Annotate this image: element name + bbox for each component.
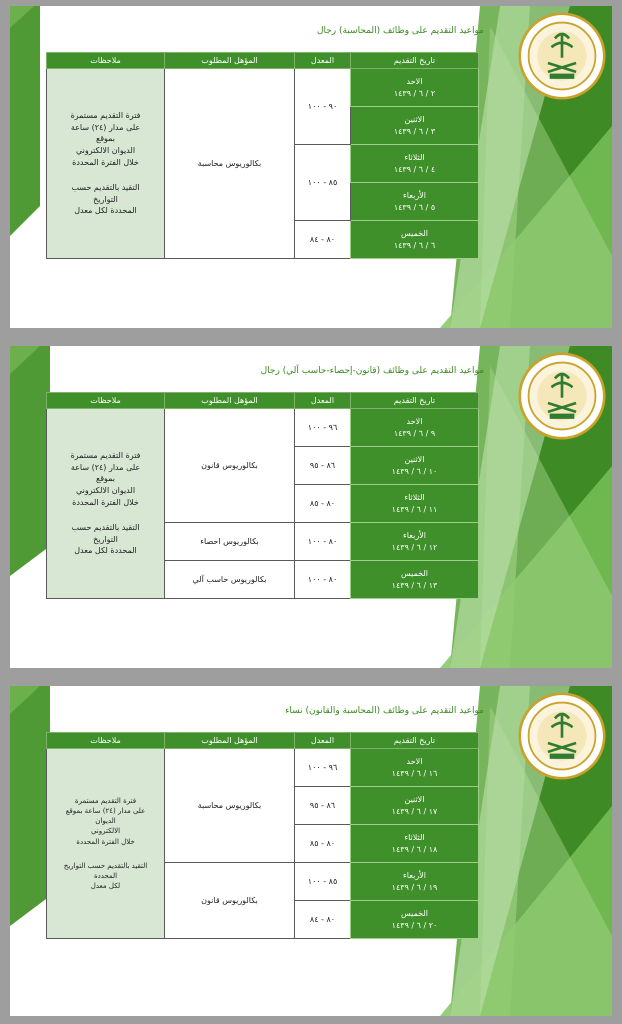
- date-cell: [351, 485, 479, 523]
- day-label: الأربعاء: [403, 870, 426, 880]
- date-cell: [351, 787, 479, 825]
- date-cell: [351, 901, 479, 939]
- rate-cell: ٨٠ - ١٠٠: [295, 523, 351, 561]
- header-date: تاريخ التقديم: [351, 53, 479, 69]
- note-line: لكل معدل: [90, 881, 121, 890]
- date-cell: [351, 107, 479, 145]
- note-line: التقيد بالتقديم حسب التواريخ المحددة: [63, 861, 148, 880]
- rate-cell: ٨٥ - ١٠٠: [295, 863, 351, 901]
- header-date: تاريخ التقديم: [351, 733, 479, 749]
- rate-cell: ٩٦ - ١٠٠: [295, 749, 351, 787]
- rate-cell: ٨٥ - ١٠٠: [295, 145, 351, 221]
- header-notes: ملاحظات: [47, 53, 165, 69]
- date-value: ١٠ / ٦ / ١٤٣٩: [391, 466, 438, 476]
- rate-cell: ٨٠ - ٨٤: [295, 901, 351, 939]
- header-date: تاريخ التقديم: [351, 393, 479, 409]
- header-notes: ملاحظات: [47, 733, 165, 749]
- notes-cell: [47, 69, 165, 259]
- date-cell: [351, 221, 479, 259]
- note-line: فترة التقديم مستمرة: [74, 796, 137, 805]
- notes-cell: [47, 409, 165, 599]
- day-label: الاحد: [406, 416, 423, 426]
- header-rate: المعدل: [295, 53, 351, 69]
- slide-1: [10, 6, 612, 328]
- day-label: الاثنين: [404, 454, 425, 464]
- day-label: الأربعاء: [403, 190, 426, 200]
- date-cell: [351, 145, 479, 183]
- saudi-audit-bureau-logo: [518, 692, 606, 780]
- day-label: الاحد: [406, 76, 423, 86]
- rate-cell: ٩٠ - ١٠٠: [295, 69, 351, 145]
- day-label: الاحد: [406, 756, 423, 766]
- qualification-cell: بكالوريوس احصاء: [165, 523, 295, 561]
- saudi-audit-bureau-logo: [518, 352, 606, 440]
- qualification-cell: بكالوريوس حاسب آلي: [165, 561, 295, 599]
- date-cell: [351, 561, 479, 599]
- schedule-table: [46, 52, 479, 259]
- day-label: الثلاثاء: [404, 152, 425, 162]
- date-cell: [351, 409, 479, 447]
- date-cell: [351, 523, 479, 561]
- notes-cell: [47, 749, 165, 939]
- date-value: ١١ / ٦ / ١٤٣٩: [391, 504, 438, 514]
- date-cell: [351, 825, 479, 863]
- slide-title: مواعيد التقديم على وظائف (المحاسبة والقانون) نساء: [285, 706, 484, 716]
- note-line: خلال الفترة المحددة: [76, 837, 135, 846]
- qualification-cell: بكالوريوس محاسبة: [165, 69, 295, 259]
- slide-3: [10, 686, 612, 1016]
- date-cell: [351, 447, 479, 485]
- day-label: الثلاثاء: [404, 832, 425, 842]
- date-value: ٦ / ٦ / ١٤٣٩: [393, 240, 436, 250]
- rate-cell: ٩٦ - ١٠٠: [295, 409, 351, 447]
- note-line: الديوان الالكتروني: [75, 485, 136, 495]
- slide-title: مواعيد التقديم على وظائف (المحاسبة) رجال: [316, 26, 484, 36]
- date-cell: [351, 183, 479, 221]
- note-line: التقيد بالتقديم حسب التواريخ: [71, 523, 140, 544]
- date-cell: [351, 69, 479, 107]
- day-label: الخميس: [400, 568, 429, 578]
- day-label: الثلاثاء: [404, 492, 425, 502]
- date-value: ١٦ / ٦ / ١٤٣٩: [391, 768, 438, 778]
- header-rate: المعدل: [295, 393, 351, 409]
- date-value: ١٨ / ٦ / ١٤٣٩: [391, 844, 438, 854]
- schedule-table: [46, 392, 479, 599]
- note-line: على مدار (٢٤) ساعة بموقع الديوان: [65, 807, 146, 826]
- day-label: الاثنين: [404, 794, 425, 804]
- rate-cell: ٨٠ - ١٠٠: [295, 561, 351, 599]
- rate-cell: ٨٠ - ٨٤: [295, 221, 351, 259]
- header-qualification: المؤهل المطلوب: [165, 393, 295, 409]
- date-value: ٢٠ / ٦ / ١٤٣٩: [391, 920, 438, 930]
- date-value: ٣ / ٦ / ١٤٣٩: [393, 126, 436, 136]
- date-cell: [351, 863, 479, 901]
- date-value: ١٩ / ٦ / ١٤٣٩: [391, 882, 438, 892]
- day-label: الخميس: [400, 228, 429, 238]
- qualification-cell: بكالوريوس محاسبة: [165, 749, 295, 863]
- date-value: ٢ / ٦ / ١٤٣٩: [393, 88, 436, 98]
- note-line: على مدار (٢٤) ساعة بموقع: [70, 462, 141, 484]
- rate-cell: ٨٦ - ٩٥: [295, 787, 351, 825]
- rate-cell: ٨٠ - ٨٥: [295, 825, 351, 863]
- day-label: الخميس: [400, 908, 429, 918]
- day-label: الاثنين: [404, 114, 425, 124]
- saudi-audit-bureau-logo: [518, 12, 606, 100]
- note-line: فترة التقديم مستمرة: [70, 111, 141, 121]
- note-line: التقيد بالتقديم حسب التواريخ: [71, 183, 140, 204]
- rate-cell: ٨٦ - ٩٥: [295, 447, 351, 485]
- note-line: فترة التقديم مستمرة: [70, 451, 141, 461]
- note-line: خلال الفترة المحددة: [72, 497, 139, 507]
- date-value: ١٧ / ٦ / ١٤٣٩: [391, 806, 438, 816]
- rate-cell: ٨٠ - ٨٥: [295, 485, 351, 523]
- date-cell: [351, 749, 479, 787]
- note-line: المحددة لكل معدل: [74, 206, 137, 216]
- note-line: على مدار (٢٤) ساعة بموقع: [70, 122, 141, 144]
- header-notes: ملاحظات: [47, 393, 165, 409]
- day-label: الأربعاء: [403, 530, 426, 540]
- note-line: الديوان الالكتروني: [75, 145, 136, 155]
- slide-title: مواعيد التقديم على وظائف (قانون-إحصاء-حاسب آلي) رجال: [260, 366, 484, 376]
- header-rate: المعدل: [295, 733, 351, 749]
- note-line: الالكتروني: [90, 827, 121, 836]
- date-value: ٥ / ٦ / ١٤٣٩: [393, 202, 436, 212]
- schedule-table: [46, 732, 479, 939]
- note-line: خلال الفترة المحددة: [72, 157, 139, 167]
- date-value: ٩ / ٦ / ١٤٣٩: [393, 428, 436, 438]
- date-value: ٤ / ٦ / ١٤٣٩: [393, 164, 436, 174]
- slide-2: [10, 346, 612, 668]
- header-qualification: المؤهل المطلوب: [165, 53, 295, 69]
- note-line: المحددة لكل معدل: [74, 546, 137, 556]
- date-value: ١٣ / ٦ / ١٤٣٩: [391, 580, 438, 590]
- qualification-cell: بكالوريوس قانون: [165, 409, 295, 523]
- header-qualification: المؤهل المطلوب: [165, 733, 295, 749]
- date-value: ١٢ / ٦ / ١٤٣٩: [391, 542, 438, 552]
- qualification-cell: بكالوريوس قانون: [165, 863, 295, 939]
